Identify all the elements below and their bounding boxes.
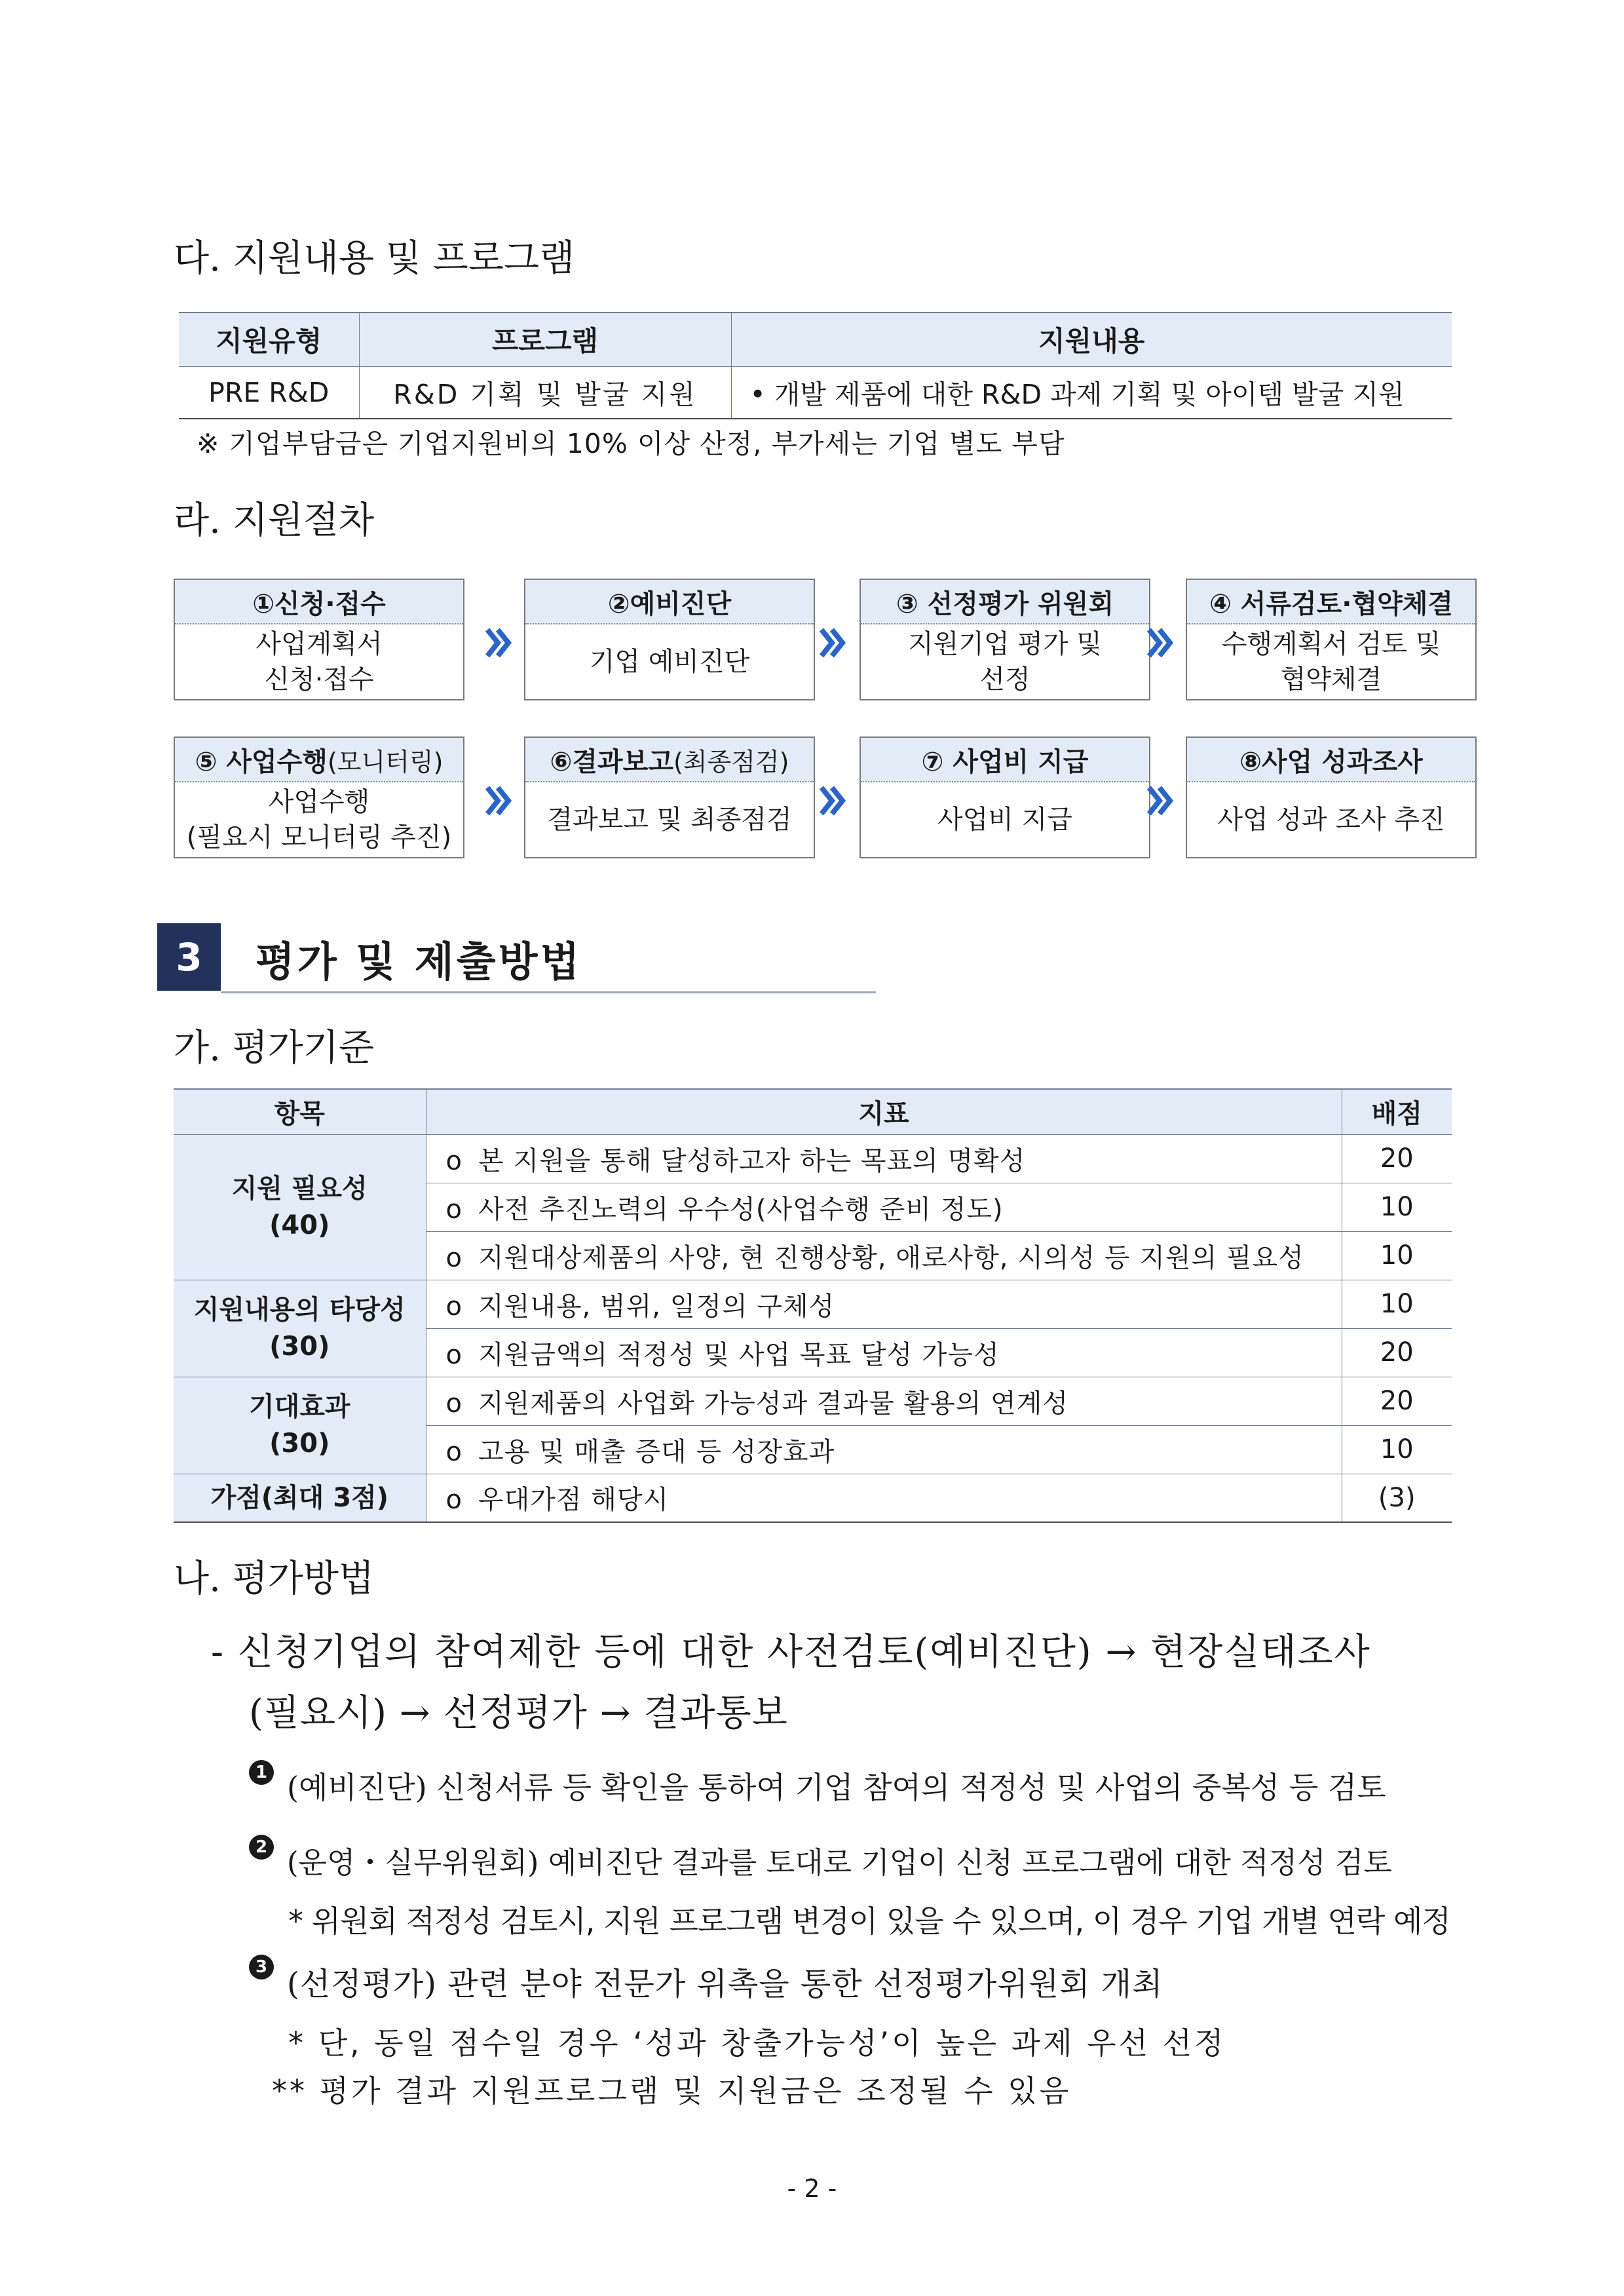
table-row xyxy=(174,1377,1452,1425)
eval-score: 10 xyxy=(1342,1183,1452,1231)
bullet-circle-icon: o xyxy=(445,1242,463,1273)
table-row xyxy=(174,1474,1452,1522)
process-step-title xyxy=(525,738,814,782)
eval-header-score: 배점 xyxy=(1342,1089,1452,1134)
eval-flow-line-2: (필요시) → 선정평가 → 결과통보 xyxy=(249,1692,788,1734)
eval-item-3: (선정평가) 관련 분야 전문가 위촉을 통한 선정평가위원회 개최 xyxy=(287,1966,1163,2002)
bullet-circle-icon: o xyxy=(445,1291,463,1322)
support-cell-content: • 개발 제품에 대한 R&D 과제 기획 및 아이템 발굴 지원 xyxy=(731,366,1452,419)
process-step-title-main: ⑥결과보고 xyxy=(550,746,673,777)
eval-indicator xyxy=(426,1280,1342,1328)
evaluation-table xyxy=(174,1088,1452,1523)
eval-indicator-text: 지원제품의 사업화 가능성과 결과물 활용의 연계성 xyxy=(478,1388,1068,1419)
support-header-type: 지원유형 xyxy=(179,313,359,366)
bullet-circle-icon: o xyxy=(445,1388,463,1419)
support-table xyxy=(179,312,1452,419)
process-step-body: 사업수행 (필요시 모니터링 추진) xyxy=(186,787,452,852)
eval-score: 20 xyxy=(1342,1134,1452,1183)
process-step-title-main: ②예비진단 xyxy=(607,588,732,619)
chevron-right-icon xyxy=(485,626,514,660)
eval-category-weight: (40) xyxy=(269,1210,330,1240)
section-d-heading: 다. 지원내용 및 프로그램 xyxy=(174,237,575,280)
process-step-body: 사업비 지급 xyxy=(937,805,1072,835)
process-step-8 xyxy=(1186,737,1477,858)
eval-category xyxy=(174,1377,426,1474)
eval-item-2-note: * 위원회 적정성 검토시, 지원 프로그램 변경이 있을 수 있으며, 이 경우 기업 개별 연락 예정 xyxy=(288,1904,1450,1939)
table-row xyxy=(174,1134,1452,1183)
process-step-title xyxy=(175,738,463,782)
process-step-title-sub: (모니터링) xyxy=(327,747,444,776)
eval-header-indicator: 지표 xyxy=(426,1089,1342,1134)
eval-indicator xyxy=(426,1328,1342,1377)
eval-score: (3) xyxy=(1342,1474,1452,1522)
process-step-title-main: ⑧사업 성과조사 xyxy=(1239,746,1423,777)
section-3-underline xyxy=(221,991,876,993)
support-cell-program: R&D 기획 및 발굴 지원 xyxy=(359,366,731,419)
eval-note-2: ** 평가 결과 지원프로그램 및 지원금은 조정될 수 있음 xyxy=(272,2073,1072,2109)
eval-indicator xyxy=(426,1425,1342,1474)
process-step-3 xyxy=(859,579,1150,700)
eval-indicator xyxy=(426,1183,1342,1231)
chevron-right-icon xyxy=(819,784,848,818)
eval-indicator-text: 사전 추진노력의 우수성(사업수행 준비 정도) xyxy=(478,1194,1004,1225)
eval-score: 10 xyxy=(1342,1425,1452,1474)
chevron-right-icon xyxy=(819,626,848,660)
eval-indicator-text: 지원대상제품의 사양, 현 진행상황, 애로사항, 시의성 등 지원의 필요성 xyxy=(478,1242,1304,1273)
process-step-title xyxy=(1187,738,1475,782)
process-step-title xyxy=(175,580,463,624)
process-step-title-main: ⑦ 사업비 지급 xyxy=(921,746,1089,777)
bullet-circle-icon: o xyxy=(445,1194,463,1225)
section-ra-heading: 라. 지원절차 xyxy=(174,499,375,542)
section-3-title: 평가 및 제출방법 xyxy=(255,938,582,985)
eval-category xyxy=(174,1134,426,1280)
chevron-right-icon xyxy=(1146,626,1175,660)
support-cell-type: PRE R&D xyxy=(179,366,359,419)
process-step-body: 사업 성과 조사 추진 xyxy=(1217,805,1445,835)
bullet-circle-icon: o xyxy=(445,1339,463,1370)
eval-score: 20 xyxy=(1342,1328,1452,1377)
eval-indicator-text: 고용 및 매출 증대 등 성장효과 xyxy=(478,1436,835,1467)
eval-category xyxy=(174,1474,426,1522)
eval-score: 20 xyxy=(1342,1377,1452,1425)
section-na-heading: 나. 평가방법 xyxy=(174,1558,375,1600)
eval-note-1: * 단, 동일 점수일 경우 ‘성과 창출가능성’이 높은 과제 우선 선정 xyxy=(288,2025,1226,2061)
eval-header-item: 항목 xyxy=(174,1089,426,1134)
process-step-body: 지원기업 평가 및 선정 xyxy=(908,629,1102,695)
process-step-7 xyxy=(859,737,1150,858)
chevron-right-icon xyxy=(1146,784,1175,818)
eval-item-1: (예비진단) 신청서류 등 확인을 통하여 기업 참여의 적정성 및 사업의 중복성 등 검토 xyxy=(287,1770,1386,1805)
eval-indicator xyxy=(426,1134,1342,1183)
eval-category-name: 가점(최대 3점) xyxy=(210,1482,389,1513)
eval-indicator-text: 지원금액의 적정성 및 사업 목표 달성 가능성 xyxy=(478,1339,1000,1370)
process-step-6 xyxy=(524,737,815,858)
step-1-icon: 1 xyxy=(249,1760,274,1785)
table-row xyxy=(174,1280,1452,1328)
support-header-program: 프로그램 xyxy=(359,313,731,366)
eval-score: 10 xyxy=(1342,1231,1452,1280)
process-step-body: 기업 예비진단 xyxy=(589,647,750,677)
process-step-title xyxy=(1187,580,1475,624)
process-step-title-sub: (최종점검) xyxy=(673,747,789,776)
eval-category-name: 지원내용의 타당성 xyxy=(193,1295,406,1325)
process-step-title xyxy=(525,580,814,624)
process-step-body: 결과보고 및 최종점검 xyxy=(547,805,792,835)
process-step-title xyxy=(861,738,1149,782)
eval-indicator-text: 우대가점 해당시 xyxy=(478,1485,670,1516)
page-number: - 2 - xyxy=(787,2174,837,2203)
process-step-body: 수행계획서 검토 및 협약체결 xyxy=(1221,629,1441,695)
eval-indicator xyxy=(426,1377,1342,1425)
process-step-title-main: ④ 서류검토·협약체결 xyxy=(1209,588,1454,619)
process-step-4 xyxy=(1186,579,1477,700)
eval-category-weight: (30) xyxy=(269,1428,330,1459)
eval-category-name: 기대효과 xyxy=(248,1392,350,1422)
step-3-icon: 3 xyxy=(249,1955,274,1980)
eval-category-weight: (30) xyxy=(269,1331,330,1362)
eval-item-2: (운영・실무위원회) 예비진단 결과를 토대로 기업이 신청 프로그램에 대한 적정성 검토 xyxy=(287,1845,1392,1880)
eval-indicator xyxy=(426,1474,1342,1522)
process-step-2 xyxy=(524,579,815,700)
eval-category xyxy=(174,1280,426,1377)
process-step-body: 사업계획서 신청·접수 xyxy=(255,629,383,695)
eval-indicator-text: 지원내용, 범위, 일정의 구체성 xyxy=(478,1291,835,1322)
bullet-circle-icon: o xyxy=(445,1485,463,1516)
section-ga-heading: 가. 평가기준 xyxy=(174,1027,375,1069)
process-step-1 xyxy=(174,579,464,700)
step-2-icon: 2 xyxy=(249,1835,274,1860)
process-step-title-main: ③ 선정평가 위원회 xyxy=(896,588,1114,619)
process-step-5 xyxy=(174,737,464,858)
bullet-circle-icon: o xyxy=(445,1436,463,1467)
process-step-title-main: ①신청·접수 xyxy=(252,588,386,619)
eval-flow-line-1: - 신청기업의 참여제한 등에 대한 사전검토(예비진단) → 현장실태조사 xyxy=(211,1631,1371,1674)
support-note: ※ 기업부담금은 기업지원비의 10% 이상 산정, 부가세는 기업 별도 부담 xyxy=(197,428,1065,459)
eval-score: 10 xyxy=(1342,1280,1452,1328)
bullet-circle-icon: o xyxy=(445,1145,463,1176)
section-3-badge: 3 xyxy=(157,923,221,991)
eval-indicator-text: 본 지원을 통해 달성하고자 하는 목표의 명확성 xyxy=(478,1145,1026,1176)
process-step-title-main: ⑤ 사업수행 xyxy=(195,746,328,777)
support-header-content: 지원내용 xyxy=(731,313,1452,366)
eval-indicator xyxy=(426,1231,1342,1280)
chevron-right-icon xyxy=(485,784,514,818)
process-step-title xyxy=(861,580,1149,624)
eval-category-name: 지원 필요성 xyxy=(231,1174,368,1204)
